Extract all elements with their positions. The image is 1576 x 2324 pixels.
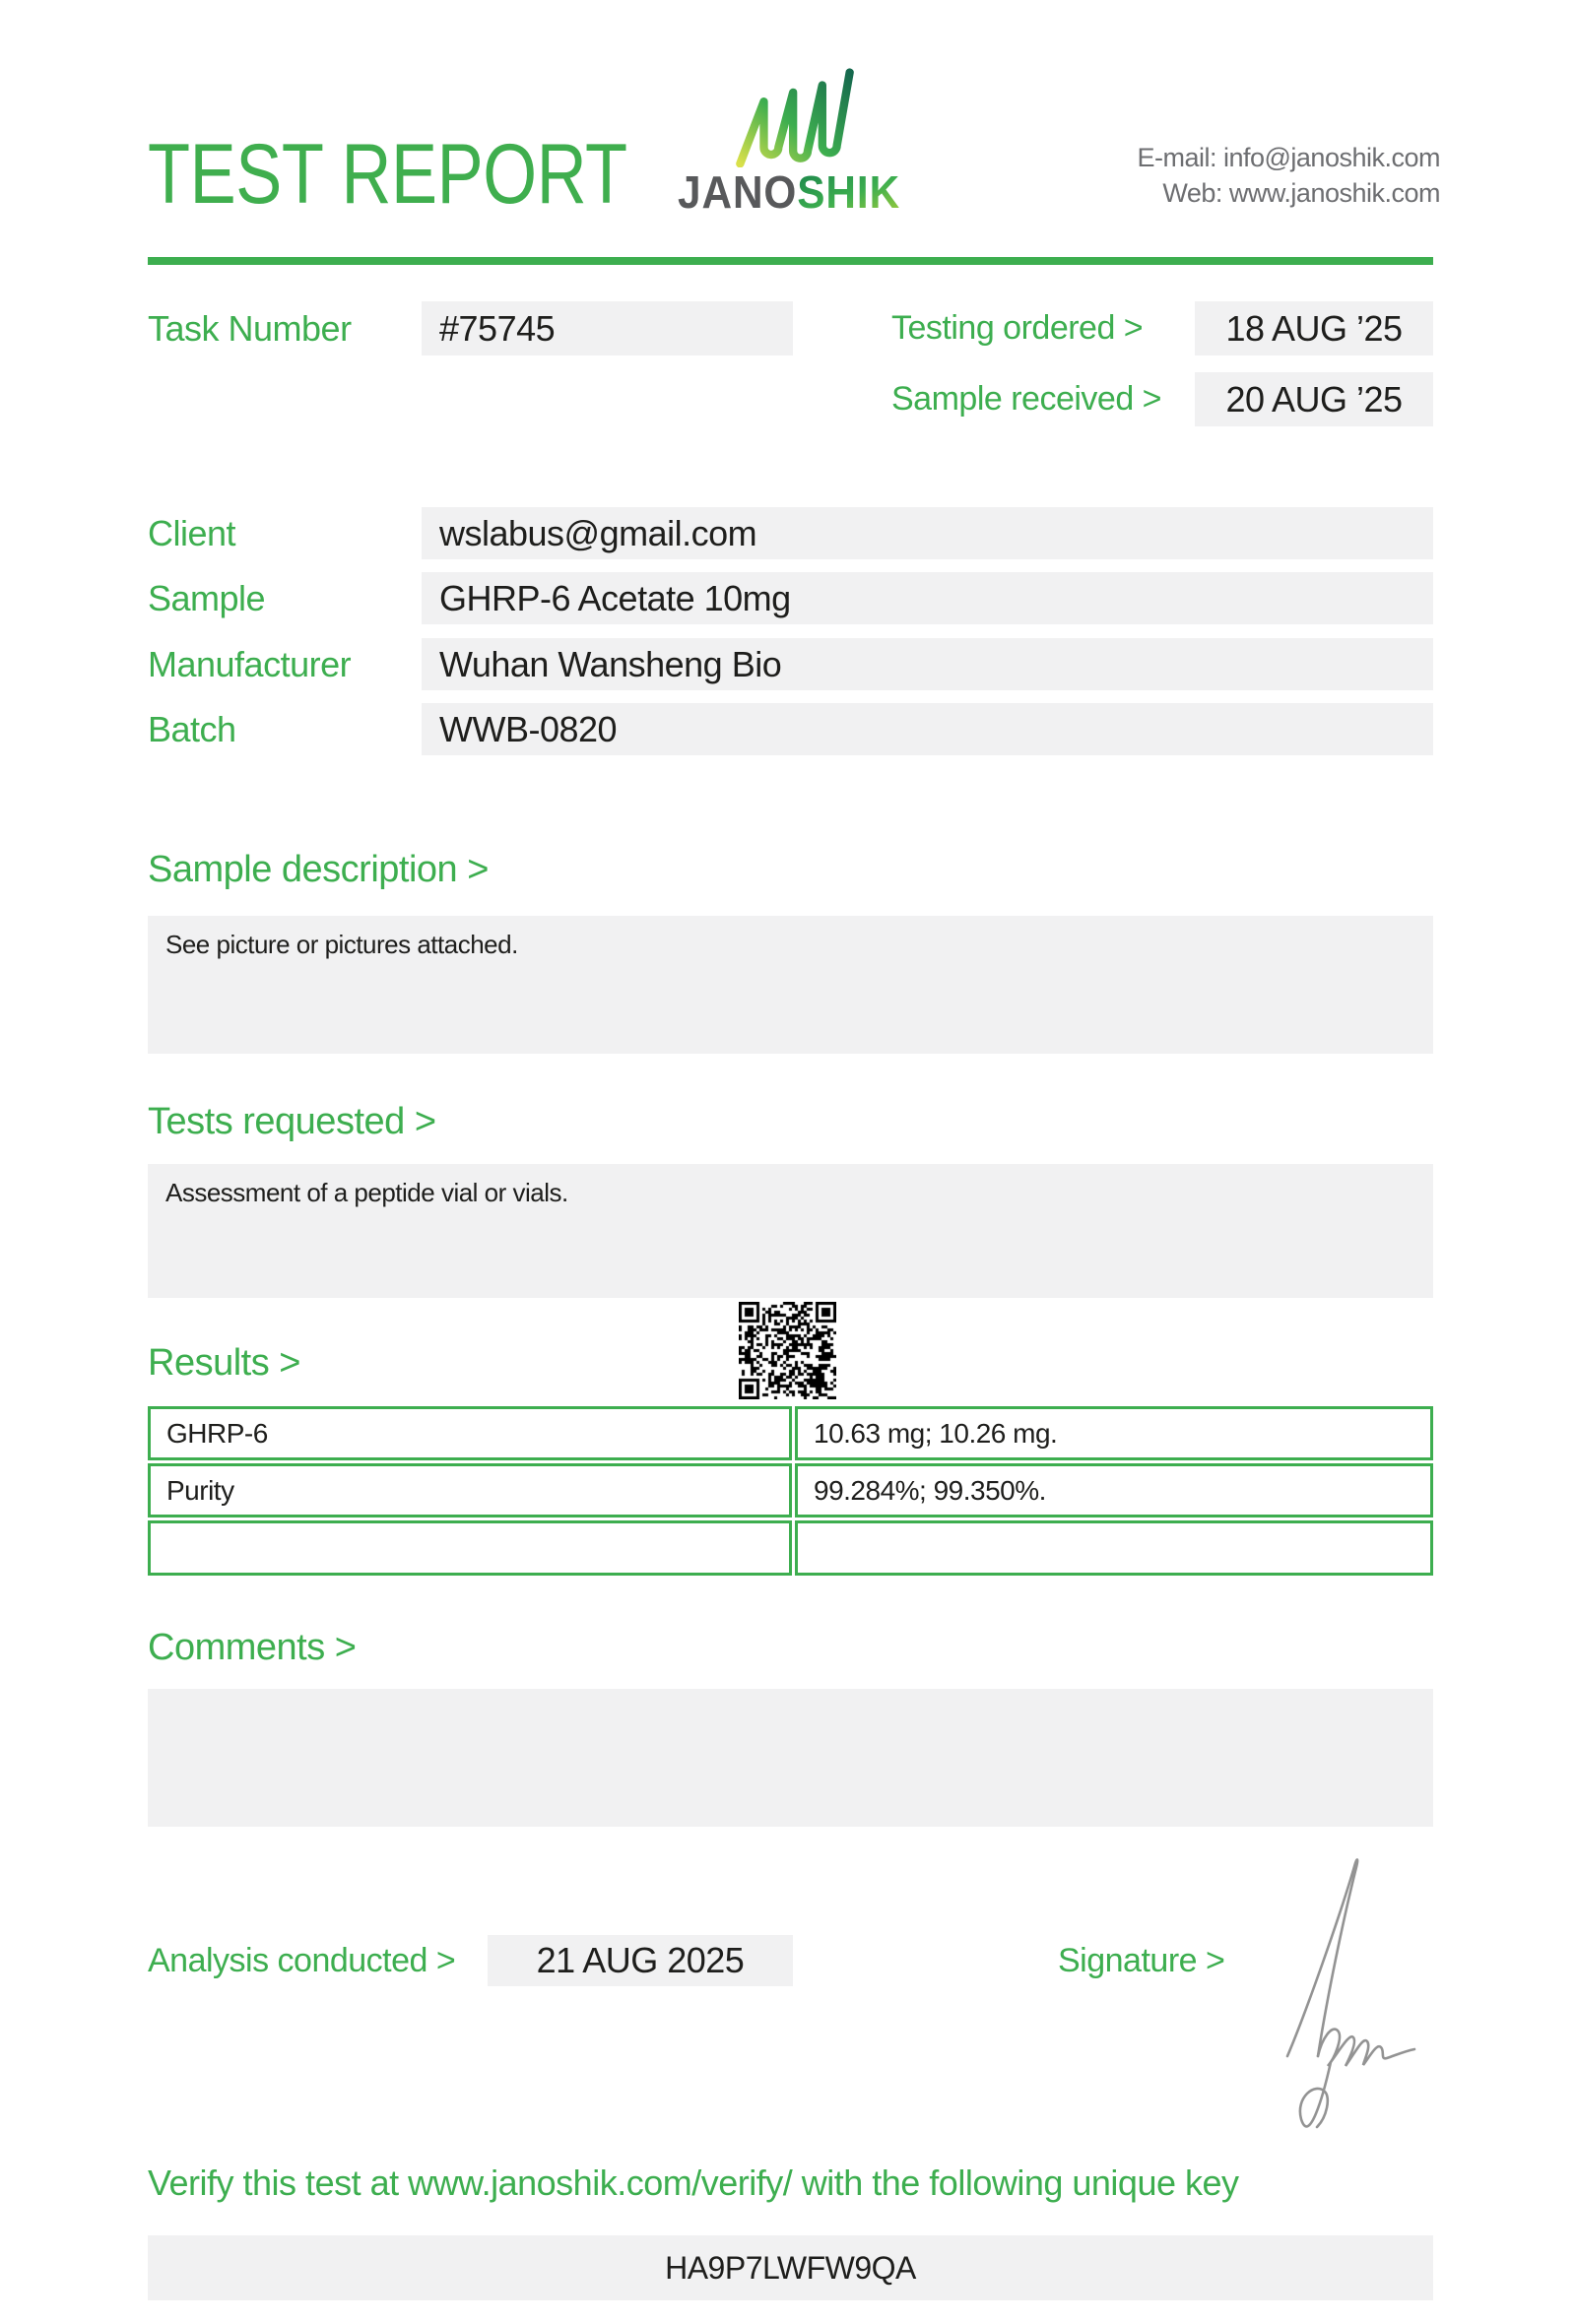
contact-block [1137, 140, 1440, 211]
sample-received-label: Sample received > [891, 380, 1162, 418]
client-label: Client [148, 512, 236, 553]
logo-text-jano: JANO [678, 166, 798, 218]
task-number-box [422, 301, 793, 355]
janoshik-logo-icon [731, 67, 859, 167]
analysis-date-box [488, 1935, 793, 1986]
results-row1-value-cell [795, 1406, 1433, 1460]
tests-requested-text: Assessment of a peptide vial or vials. [165, 1178, 568, 1207]
header-divider [148, 257, 1433, 265]
results-row2-value: 99.284%; 99.350%. [814, 1474, 1046, 1506]
testing-ordered-value: 18 AUG ’25 [1225, 307, 1403, 349]
tests-requested-box [148, 1164, 1433, 1298]
qr-code [739, 1302, 836, 1399]
results-row2-name: Purity [166, 1474, 234, 1506]
sample-description-box [148, 916, 1433, 1054]
batch-label: Batch [148, 708, 236, 749]
logo-text-shik: SHIK [797, 166, 901, 218]
sample-received-value: 20 AUG ’25 [1225, 378, 1403, 420]
manufacturer-label: Manufacturer [148, 643, 352, 684]
verify-key-box [148, 2235, 1433, 2300]
verify-key-value: HA9P7LWFW9QA [665, 2249, 916, 2286]
testing-ordered-box [1195, 301, 1433, 355]
contact-email: E-mail: info@janoshik.com [1137, 143, 1440, 172]
sample-description-text: See picture or pictures attached. [165, 930, 518, 959]
client-value: wslabus@gmail.com [439, 512, 757, 553]
task-number-value: #75745 [439, 307, 556, 349]
results-row3-value-cell [795, 1520, 1433, 1576]
sample-description-heading: Sample description > [148, 849, 489, 890]
manufacturer-value: Wuhan Wansheng Bio [439, 643, 782, 684]
results-row1-value: 10.63 mg; 10.26 mg. [814, 1417, 1058, 1449]
comments-heading: Comments > [148, 1627, 357, 1668]
batch-value: WWB-0820 [439, 708, 618, 749]
results-row2-name-cell [148, 1463, 792, 1517]
sample-label: Sample [148, 577, 266, 618]
results-row2-value-cell [795, 1463, 1433, 1517]
contact-web: Web: www.janoshik.com [1162, 178, 1440, 208]
verify-text: Verify this test at www.janoshik.com/verify/ with the following unique key [148, 2163, 1239, 2203]
analysis-conducted-label: Analysis conducted > [148, 1941, 456, 1979]
sample-box [422, 572, 1433, 624]
janoshik-logo-text [678, 165, 900, 219]
testing-ordered-label: Testing ordered > [891, 309, 1144, 347]
client-box [422, 507, 1433, 559]
comments-box [148, 1689, 1433, 1827]
task-number-label: Task Number [148, 307, 352, 349]
results-row1-name-cell [148, 1406, 792, 1460]
analysis-date-value: 21 AUG 2025 [536, 1940, 745, 1980]
batch-box [422, 703, 1433, 755]
results-row1-name: GHRP-6 [166, 1417, 268, 1449]
sample-received-box [1195, 372, 1433, 426]
page-title: TEST REPORT [148, 127, 627, 222]
results-row3-name-cell [148, 1520, 792, 1576]
manufacturer-box [422, 638, 1433, 690]
signature-label: Signature > [1058, 1941, 1225, 1979]
sample-value: GHRP-6 Acetate 10mg [439, 577, 791, 618]
tests-requested-heading: Tests requested > [148, 1101, 436, 1142]
results-heading: Results > [148, 1342, 300, 1384]
signature-scribble [1266, 1849, 1423, 2137]
